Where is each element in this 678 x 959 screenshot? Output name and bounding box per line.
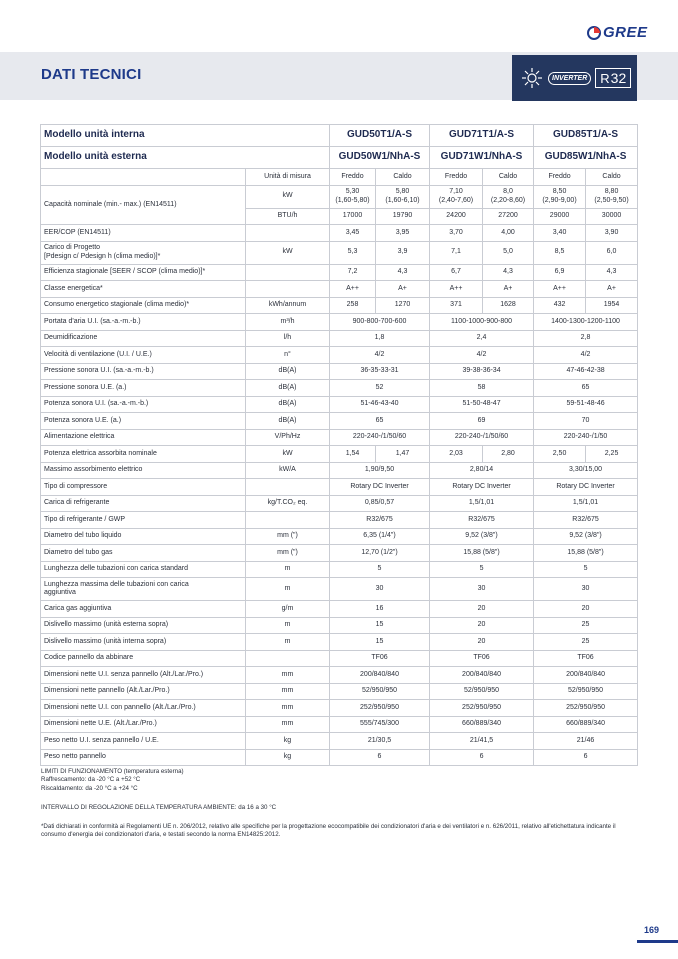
unit-cell: m — [246, 634, 330, 651]
value-cell: 2,03 — [430, 446, 483, 463]
value-cell: 16 — [330, 601, 430, 618]
table-row — [41, 429, 638, 446]
mode-header: Caldo — [586, 169, 638, 186]
row-label: Lunghezza delle tubazioni con carica standard — [41, 561, 246, 578]
table-row — [41, 380, 638, 397]
table-row — [41, 634, 638, 651]
value-cell: Rotary DC Inverter — [430, 479, 534, 496]
value-cell: 1100-1000-900-800 — [430, 314, 534, 331]
value-cell: A+ — [586, 281, 638, 298]
unit-cell — [246, 264, 330, 281]
value-cell: 52/950/950 — [534, 683, 638, 700]
value-cell: 65 — [330, 413, 430, 430]
unit-cell: dB(A) — [246, 396, 330, 413]
value-cell: 2,80/14 — [430, 462, 534, 479]
value-cell: 5,3 — [330, 241, 376, 264]
unit-cell: dB(A) — [246, 363, 330, 380]
operating-limits — [41, 768, 184, 793]
table-row — [41, 716, 638, 733]
row-label: Dimensioni nette pannello (Alt./Lar./Pro.) — [41, 683, 246, 700]
value-cell: 6,0 — [586, 241, 638, 264]
unit-cell — [246, 225, 330, 242]
row-label: Tipo di compressore — [41, 479, 246, 496]
row-label: Carica di refrigerante — [41, 495, 246, 512]
value-cell: 900-800-700-600 — [330, 314, 430, 331]
value-cell: 3,30/15,00 — [534, 462, 638, 479]
table-row — [41, 330, 638, 347]
value-cell: 1,47 — [376, 446, 430, 463]
unit-cell: mm — [246, 683, 330, 700]
value-cell: 2,4 — [430, 330, 534, 347]
value-cell: A++ — [430, 281, 483, 298]
value-cell: 2,50 — [534, 446, 586, 463]
value-cell: 6,7 — [430, 264, 483, 281]
row-label: Peso netto pannello — [41, 749, 246, 766]
limits-heating: Riscaldamento: da -20 °C a +24 °C — [41, 784, 138, 792]
limits-title: LIMITI DI FUNZIONAMENTO (temperatura esterna) — [41, 768, 184, 775]
row-label: Deumidificazione — [41, 330, 246, 347]
row-label: Massimo assorbimento elettrico — [41, 462, 246, 479]
row-label: Potenza elettrica assorbita nominale — [41, 446, 246, 463]
row-label: EER/COP (EN14511) — [41, 225, 246, 242]
value-cell: 220-240-/1/50 — [534, 429, 638, 446]
value-cell: 51-46-43-40 — [330, 396, 430, 413]
r32-value: 32 — [610, 70, 627, 86]
table-row — [41, 413, 638, 430]
row-label: Dimensioni nette U.I. con pannello (Alt./Lar./Pro.) — [41, 700, 246, 717]
unit-cell: mm (") — [246, 545, 330, 562]
unit-cell: BTU/h — [246, 208, 330, 225]
unit-cell: kW — [246, 446, 330, 463]
table-row — [41, 446, 638, 463]
page-number: 169 — [644, 925, 660, 935]
value-cell: 6 — [534, 749, 638, 766]
value-cell: 30 — [430, 578, 534, 601]
value-cell: 252/950/950 — [534, 700, 638, 717]
value-cell: 1,5/1,01 — [534, 495, 638, 512]
indoor-model: GUD71T1/A-S — [430, 125, 534, 147]
r32-badge — [595, 68, 631, 88]
unit-cell: kWh/annum — [246, 297, 330, 314]
value-cell: 24200 — [430, 208, 483, 225]
value-cell: A++ — [330, 281, 376, 298]
unit-cell: kW/A — [246, 462, 330, 479]
header-row-outdoor — [41, 147, 638, 169]
value-cell: 3,9 — [376, 241, 430, 264]
table-row — [41, 462, 638, 479]
value-cell: TF06 — [534, 650, 638, 667]
row-label: Carico di Progetto [Pdesign c/ Pdesign h (clima medio)]* — [41, 241, 246, 264]
gree-logo — [587, 24, 648, 41]
value-cell: 20 — [534, 601, 638, 618]
row-label: Capacità nominale (min.- max.) (EN14511) — [41, 185, 246, 225]
value-cell: 20 — [430, 617, 534, 634]
table-row — [41, 528, 638, 545]
row-label: Lunghezza massima delle tubazioni con carica aggiuntiva — [41, 578, 246, 601]
value-cell: 1628 — [483, 297, 534, 314]
value-cell: 19790 — [376, 208, 430, 225]
unit-cell: kW — [246, 185, 330, 208]
unit-header: Unità di misura — [246, 169, 330, 186]
value-cell: 29000 — [534, 208, 586, 225]
value-cell: 252/950/950 — [330, 700, 430, 717]
table-row — [41, 545, 638, 562]
value-cell: 1,8 — [330, 330, 430, 347]
indoor-model: GUD50T1/A-S — [330, 125, 430, 147]
unit-cell: mm (") — [246, 528, 330, 545]
limits-cooling: Raffrescamento: da -20 °C a +52 °C — [41, 776, 141, 784]
value-cell: 6,35 (1/4") — [330, 528, 430, 545]
value-cell: Rotary DC Inverter — [534, 479, 638, 496]
value-cell: 5,0 — [483, 241, 534, 264]
value-cell: 6,9 — [534, 264, 586, 281]
outdoor-model-label: Modello unità esterna — [41, 147, 330, 169]
row-label: Peso netto U.I. senza pannello / U.E. — [41, 733, 246, 750]
value-cell: 660/889/340 — [430, 716, 534, 733]
value-cell: 30 — [534, 578, 638, 601]
unit-cell: V/Ph/Hz — [246, 429, 330, 446]
row-label: Velocità di ventilazione (U.I. / U.E.) — [41, 347, 246, 364]
value-cell: 59-51-48-46 — [534, 396, 638, 413]
value-cell: 8,0 (2,20-8,60) — [483, 185, 534, 208]
header-row-indoor — [41, 125, 638, 147]
value-cell: A+ — [376, 281, 430, 298]
value-cell: 6 — [430, 749, 534, 766]
table-row — [41, 297, 638, 314]
value-cell: 660/889/340 — [534, 716, 638, 733]
spec-table — [40, 124, 638, 766]
value-cell: 220-240-/1/50/60 — [430, 429, 534, 446]
value-cell: 1,54 — [330, 446, 376, 463]
value-cell: 8,50 (2,90-9,00) — [534, 185, 586, 208]
value-cell: 555/745/300 — [330, 716, 430, 733]
table-row — [41, 683, 638, 700]
page-number-bar — [637, 940, 678, 943]
value-cell: 52/950/950 — [330, 683, 430, 700]
value-cell: 15,88 (5/8") — [430, 545, 534, 562]
unit-cell — [246, 512, 330, 529]
value-cell: 25 — [534, 634, 638, 651]
sun-snowflake-icon — [520, 66, 544, 90]
value-cell: 21/46 — [534, 733, 638, 750]
value-cell: 3,45 — [330, 225, 376, 242]
row-label: Tipo di refrigerante / GWP — [41, 512, 246, 529]
row-label: Diametro del tubo gas — [41, 545, 246, 562]
value-cell: 6 — [330, 749, 430, 766]
mode-header: Freddo — [430, 169, 483, 186]
row-label: Dislivello massimo (unità interna sopra) — [41, 634, 246, 651]
unit-cell: m — [246, 617, 330, 634]
value-cell: 20 — [430, 601, 534, 618]
value-cell: 4,3 — [376, 264, 430, 281]
value-cell: 7,1 — [430, 241, 483, 264]
value-cell: 36-35-33-31 — [330, 363, 430, 380]
table-row — [41, 363, 638, 380]
unit-cell: dB(A) — [246, 380, 330, 397]
value-cell: 9,52 (3/8") — [534, 528, 638, 545]
subheader-row — [41, 169, 638, 186]
row-label: Dimensioni nette U.E. (Alt./Lar./Pro.) — [41, 716, 246, 733]
value-cell: 200/840/840 — [430, 667, 534, 684]
row-label: Codice pannello da abbinare — [41, 650, 246, 667]
value-cell: 4/2 — [330, 347, 430, 364]
unit-cell — [246, 281, 330, 298]
mode-header: Freddo — [330, 169, 376, 186]
row-label: Efficienza stagionale [SEER / SCOP (clima medio)]* — [41, 264, 246, 281]
table-row — [41, 225, 638, 242]
row-label: Pressione sonora U.E. (a.) — [41, 380, 246, 397]
empty-cell — [41, 169, 246, 186]
unit-cell: mm — [246, 667, 330, 684]
unit-cell: mm — [246, 716, 330, 733]
unit-cell: g/m — [246, 601, 330, 618]
logo-text: GREE — [603, 24, 648, 41]
table-row — [41, 650, 638, 667]
mode-header: Caldo — [376, 169, 430, 186]
unit-cell — [246, 479, 330, 496]
value-cell: 30 — [330, 578, 430, 601]
value-cell: 5 — [430, 561, 534, 578]
outdoor-model: GUD85W1/NhA-S — [534, 147, 638, 169]
page-title: DATI TECNICI — [41, 66, 142, 83]
value-cell: 15,88 (5/8") — [534, 545, 638, 562]
value-cell: 5 — [534, 561, 638, 578]
value-cell: 21/30,5 — [330, 733, 430, 750]
value-cell: 8,5 — [534, 241, 586, 264]
unit-cell: dB(A) — [246, 413, 330, 430]
value-cell: 1954 — [586, 297, 638, 314]
value-cell: 25 — [534, 617, 638, 634]
table-row — [41, 700, 638, 717]
unit-cell: kg — [246, 749, 330, 766]
value-cell: 2,25 — [586, 446, 638, 463]
value-cell: R32/675 — [430, 512, 534, 529]
row-label: Consumo energetico stagionale (clima medio)* — [41, 297, 246, 314]
value-cell: 371 — [430, 297, 483, 314]
value-cell: 12,70 (1/2") — [330, 545, 430, 562]
value-cell: 65 — [534, 380, 638, 397]
value-cell: 200/840/840 — [534, 667, 638, 684]
value-cell: 1270 — [376, 297, 430, 314]
gree-swirl-icon — [587, 26, 601, 40]
value-cell: 58 — [430, 380, 534, 397]
table-row — [41, 241, 638, 264]
value-cell: 252/950/950 — [430, 700, 534, 717]
row-label: Classe energetica* — [41, 281, 246, 298]
table-row — [41, 495, 638, 512]
r32-prefix: R — [600, 70, 610, 86]
value-cell: 70 — [534, 413, 638, 430]
value-cell: 5 — [330, 561, 430, 578]
value-cell: 4,3 — [483, 264, 534, 281]
row-label: Potenza sonora U.I. (sa.-a.-m.-b.) — [41, 396, 246, 413]
row-label: Diametro del tubo liquido — [41, 528, 246, 545]
row-label: Portata d'aria U.I. (sa.-a.-m.-b.) — [41, 314, 246, 331]
row-label: Alimentazione elettrica — [41, 429, 246, 446]
row-label: Dimensioni nette U.I. senza pannello (Alt./Lar./Pro.) — [41, 667, 246, 684]
value-cell: 0,85/0,57 — [330, 495, 430, 512]
value-cell: 7,2 — [330, 264, 376, 281]
value-cell: 7,10 (2,40-7,60) — [430, 185, 483, 208]
table-row — [41, 561, 638, 578]
value-cell: 15 — [330, 617, 430, 634]
row-label: Carica gas aggiuntiva — [41, 601, 246, 618]
table-row — [41, 281, 638, 298]
value-cell: 51-50-48-47 — [430, 396, 534, 413]
value-cell: 4/2 — [430, 347, 534, 364]
value-cell: A++ — [534, 281, 586, 298]
table-row — [41, 512, 638, 529]
value-cell: TF06 — [430, 650, 534, 667]
value-cell: 432 — [534, 297, 586, 314]
value-cell: 52/950/950 — [430, 683, 534, 700]
value-cell: 258 — [330, 297, 376, 314]
table-row — [41, 749, 638, 766]
unit-cell: l/h — [246, 330, 330, 347]
value-cell: 9,52 (3/8") — [430, 528, 534, 545]
value-cell: 1,90/9,50 — [330, 462, 430, 479]
value-cell: 1400-1300-1200-1100 — [534, 314, 638, 331]
unit-cell: n° — [246, 347, 330, 364]
row-label: Pressione sonora U.I. (sa.-a.-m.-b.) — [41, 363, 246, 380]
value-cell: 200/840/840 — [330, 667, 430, 684]
unit-cell: kg/T.CO₂ eq. — [246, 495, 330, 512]
unit-cell: kW — [246, 241, 330, 264]
row-label: Dislivello massimo (unità esterna sopra) — [41, 617, 246, 634]
table-row — [41, 264, 638, 281]
table-row — [41, 601, 638, 618]
unit-cell: kg — [246, 733, 330, 750]
value-cell: 39-38-36-34 — [430, 363, 534, 380]
table-row — [41, 314, 638, 331]
value-cell: 4,3 — [586, 264, 638, 281]
value-cell: Rotary DC Inverter — [330, 479, 430, 496]
indoor-model-label: Modello unità interna — [41, 125, 330, 147]
value-cell: 3,40 — [534, 225, 586, 242]
value-cell: 5,30 (1,60-5,80) — [330, 185, 376, 208]
value-cell: 47-46-42-38 — [534, 363, 638, 380]
table-row — [41, 479, 638, 496]
unit-cell — [246, 650, 330, 667]
value-cell: 220-240-/1/50/60 — [330, 429, 430, 446]
value-cell: 5,80 (1,60-6,10) — [376, 185, 430, 208]
value-cell: 1,5/1,01 — [430, 495, 534, 512]
temperature-range: INTERVALLO DI REGOLAZIONE DELLA TEMPERATURA AMBIENTE: da 16 a 30 °C — [41, 804, 277, 811]
inverter-badge: INVERTER — [548, 72, 591, 85]
value-cell: R32/675 — [534, 512, 638, 529]
value-cell: 17000 — [330, 208, 376, 225]
value-cell: 8,80 (2,50-9,50) — [586, 185, 638, 208]
value-cell: 3,90 — [586, 225, 638, 242]
table-row — [41, 578, 638, 601]
value-cell: 15 — [330, 634, 430, 651]
table-row — [41, 733, 638, 750]
mode-header: Freddo — [534, 169, 586, 186]
indoor-model: GUD85T1/A-S — [534, 125, 638, 147]
value-cell: 2,80 — [483, 446, 534, 463]
table-row — [41, 396, 638, 413]
unit-cell: m³/h — [246, 314, 330, 331]
value-cell: 52 — [330, 380, 430, 397]
outdoor-model: GUD71W1/NhA-S — [430, 147, 534, 169]
value-cell: 3,70 — [430, 225, 483, 242]
value-cell: 27200 — [483, 208, 534, 225]
value-cell: 20 — [430, 634, 534, 651]
value-cell: 2,8 — [534, 330, 638, 347]
value-cell: 3,95 — [376, 225, 430, 242]
unit-cell: m — [246, 561, 330, 578]
value-cell: R32/675 — [330, 512, 430, 529]
feature-badges — [512, 55, 637, 101]
outdoor-model: GUD50W1/NhA-S — [330, 147, 430, 169]
mode-header: Caldo — [483, 169, 534, 186]
value-cell: 4/2 — [534, 347, 638, 364]
table-row — [41, 617, 638, 634]
value-cell: 30000 — [586, 208, 638, 225]
value-cell: 21/41,5 — [430, 733, 534, 750]
table-row — [41, 667, 638, 684]
unit-cell: m — [246, 578, 330, 601]
table-row — [41, 347, 638, 364]
footnote: *Dati dichiarati in conformità ai Regolamenti UE n. 206/2012, relativo alle specifiche per la progettazione ecocompatibile dei condizionatori d'aria e dei ventilatori e n. 626/2011, relativo all'etichettatura indicante il consumo d'energia dei condizionatori d'aria, e testati secondo la norma EN14825:2012. — [41, 823, 616, 839]
unit-cell: mm — [246, 700, 330, 717]
row-label: Potenza sonora U.E. (a.) — [41, 413, 246, 430]
value-cell: TF06 — [330, 650, 430, 667]
value-cell: A+ — [483, 281, 534, 298]
capacity-row — [41, 185, 638, 208]
value-cell: 69 — [430, 413, 534, 430]
value-cell: 4,00 — [483, 225, 534, 242]
